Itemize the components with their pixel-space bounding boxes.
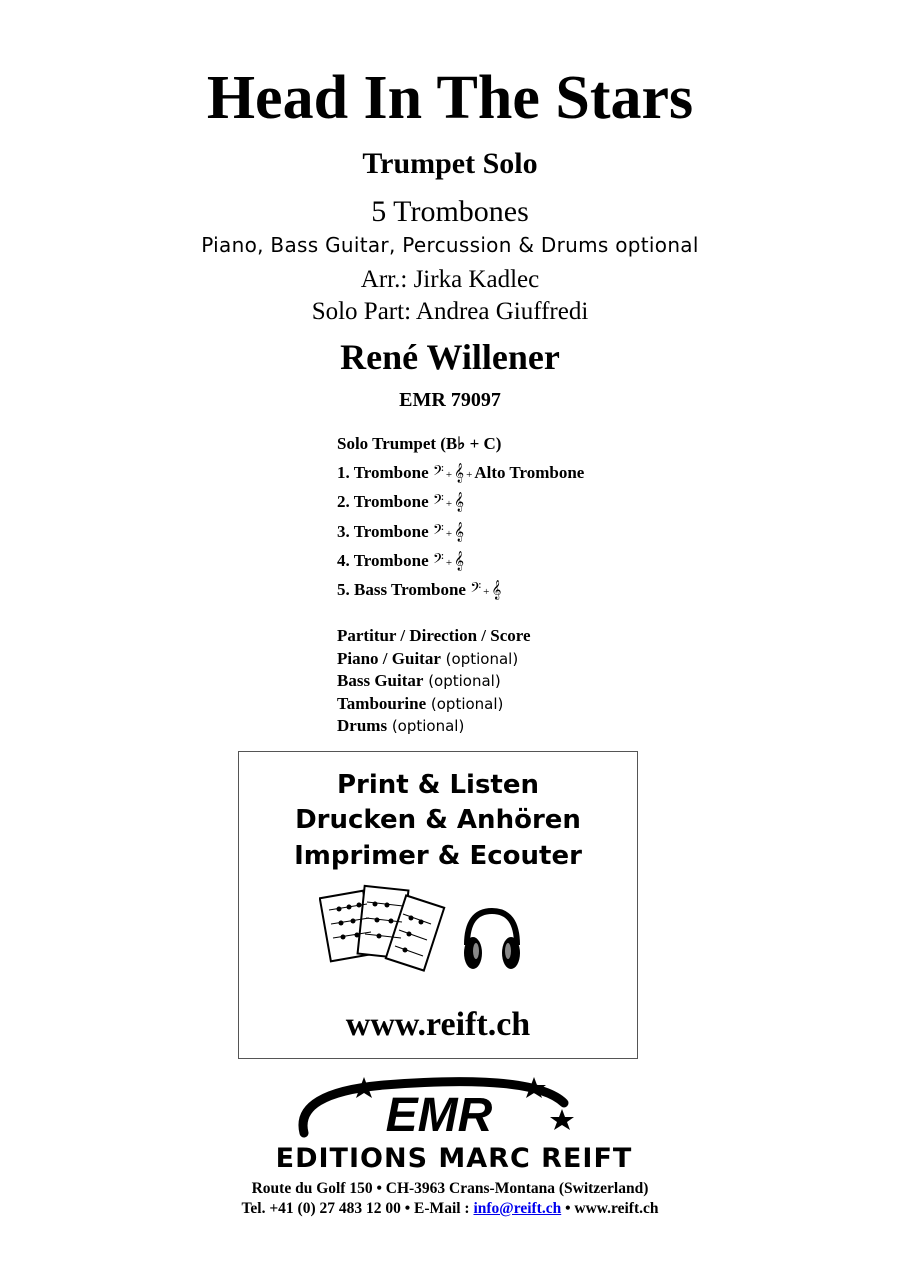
part-row <box>337 549 584 578</box>
logo-emr-text: EMR <box>385 1089 493 1142</box>
part-extra: Alto Trombone <box>474 463 585 483</box>
catalog-code: EMR 79097 <box>399 389 501 411</box>
part-row <box>337 520 584 549</box>
part-label: 2. Trombone <box>337 492 429 512</box>
extra-name: Partitur / Direction / Score <box>337 626 531 645</box>
plus-sign: + <box>445 556 453 569</box>
publisher-contact <box>0 1198 900 1220</box>
extra-row <box>337 715 531 738</box>
part-row <box>337 461 584 490</box>
solo-part-line: Solo Part: Andrea Giuffredi <box>311 298 589 325</box>
extras-list <box>337 625 531 738</box>
emr-logo <box>234 1073 674 1173</box>
score-subtitle: Trumpet Solo <box>362 147 538 180</box>
extra-name: Drums <box>337 716 388 736</box>
print-listen-line-en: Print & Listen <box>336 770 540 800</box>
part-label: 5. Bass Trombone <box>337 579 466 599</box>
treble-clef-icon: 𝄞 <box>454 550 465 571</box>
treble-clef-icon: 𝄞 <box>491 579 502 600</box>
treble-clef-icon: 𝄞 <box>454 521 465 542</box>
plus-sign: + <box>445 527 453 540</box>
print-listen-line-fr: Imprimer & Ecouter <box>294 841 582 871</box>
arranger-line: Arr.: Jirka Kadlec <box>360 266 540 293</box>
bass-clef-icon: 𝄢 <box>470 579 482 600</box>
extra-note: (optional) <box>387 717 465 736</box>
plus-sign: + <box>445 498 453 511</box>
extra-name: Bass Guitar <box>337 671 424 691</box>
part-label: 4. Trombone <box>337 550 429 570</box>
part-row <box>337 578 584 607</box>
part-row <box>337 490 584 519</box>
email-link[interactable]: info@reift.ch <box>473 1200 562 1217</box>
plus-sign: + <box>483 585 490 598</box>
extra-note: (optional) <box>423 672 501 691</box>
extra-row <box>337 693 531 716</box>
logo-publisher-name: EDITIONS MARC REIFT <box>275 1143 633 1173</box>
part-row <box>337 432 584 461</box>
extra-note: (optional) <box>440 649 519 668</box>
parts-list <box>337 432 584 607</box>
sheet-music-icon <box>319 880 449 980</box>
print-listen-line-de: Drucken & Anhören <box>295 805 581 835</box>
extra-row <box>337 670 531 693</box>
extra-row <box>337 625 531 648</box>
bass-clef-icon: 𝄢 <box>432 550 444 571</box>
extra-note: (optional) <box>426 694 504 713</box>
part-label: Solo Trumpet (B <box>337 434 458 453</box>
extra-name: Tambourine <box>337 693 427 713</box>
phone-text: Tel. +41 (0) 27 483 12 00 • E-Mail : <box>241 1200 474 1217</box>
print-listen-box <box>238 751 638 1059</box>
optional-instruments-line: Piano, Bass Guitar, Percussion & Drums optional <box>201 233 699 257</box>
ensemble-line: 5 Trombones <box>371 195 529 228</box>
bass-clef-icon: 𝄢 <box>432 492 444 513</box>
bass-clef-icon: 𝄢 <box>432 463 444 484</box>
part-label: 3. Trombone <box>337 521 429 541</box>
score-title: Head In The Stars <box>206 64 694 132</box>
bass-clef-icon: 𝄢 <box>432 521 444 542</box>
part-label: 1. Trombone <box>337 463 429 483</box>
web-text: • www.reift.ch <box>561 1200 659 1217</box>
composer-name: René Willener <box>340 337 560 377</box>
plus-sign: + <box>445 469 453 482</box>
part-suffix: + C) <box>465 434 502 453</box>
plus-sign: + <box>466 469 473 482</box>
treble-clef-icon: 𝄞 <box>454 463 465 484</box>
treble-clef-icon: 𝄞 <box>454 492 465 513</box>
extra-name: Piano / Guitar <box>337 648 441 668</box>
flat-symbol: ♭ <box>457 434 466 453</box>
extra-row <box>337 648 531 671</box>
publisher-address: Route du Golf 150 • CH-3963 Crans-Montana (Switzerland) <box>251 1180 649 1197</box>
headphones-icon <box>459 905 525 975</box>
website-link[interactable]: www.reift.ch <box>345 1006 531 1043</box>
